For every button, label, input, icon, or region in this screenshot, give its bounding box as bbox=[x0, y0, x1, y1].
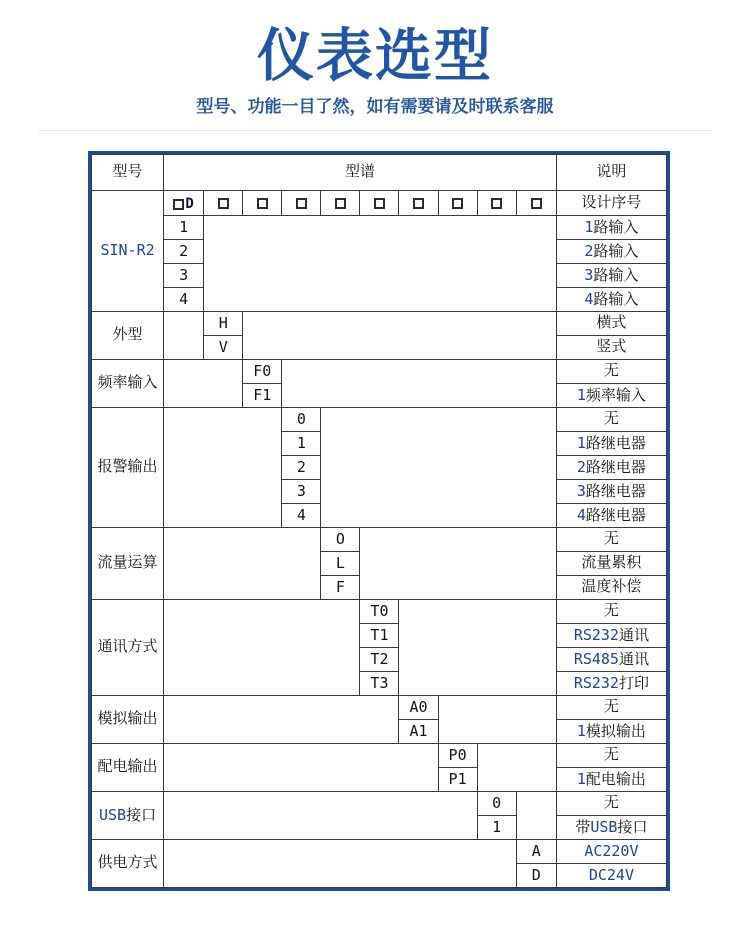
option-code: A0 bbox=[399, 696, 438, 720]
option-desc: 4路继电器 bbox=[556, 504, 666, 528]
empty-cell bbox=[321, 408, 556, 528]
table-row bbox=[92, 744, 667, 768]
table-row bbox=[92, 528, 667, 552]
option-code: F1 bbox=[243, 384, 282, 408]
placeholder-cell bbox=[282, 191, 321, 216]
option-code: 1 bbox=[164, 216, 204, 240]
empty-cell bbox=[164, 792, 478, 840]
empty-cell bbox=[164, 696, 399, 744]
option-desc: 无 bbox=[556, 600, 666, 624]
design-code-cell bbox=[164, 191, 204, 216]
empty-cell bbox=[164, 312, 204, 360]
option-code: H bbox=[204, 312, 243, 336]
option-desc: 1频率输入 bbox=[556, 384, 666, 408]
option-code: T2 bbox=[360, 648, 399, 672]
checkbox-placeholder-icon bbox=[491, 198, 502, 209]
empty-cell bbox=[204, 216, 557, 312]
header-divider bbox=[38, 130, 712, 131]
placeholder-cell bbox=[516, 191, 556, 216]
option-desc: RS232通讯 bbox=[556, 624, 666, 648]
table-header-row bbox=[92, 155, 667, 191]
header-spectrum: 型谱 bbox=[164, 155, 557, 191]
section-label-power-distribution-output: 配电输出 bbox=[92, 744, 164, 792]
option-desc: 无 bbox=[556, 792, 666, 816]
placeholder-cell bbox=[243, 191, 282, 216]
table-row bbox=[92, 840, 667, 864]
option-desc: 无 bbox=[556, 408, 666, 432]
option-desc: 1模拟输出 bbox=[556, 720, 666, 744]
empty-cell bbox=[360, 528, 556, 600]
option-desc: 1路继电器 bbox=[556, 432, 666, 456]
option-code: T3 bbox=[360, 672, 399, 696]
option-desc: 流量累积 bbox=[556, 552, 666, 576]
option-code: T1 bbox=[360, 624, 399, 648]
design-number-row bbox=[92, 191, 667, 216]
option-code: A1 bbox=[399, 720, 438, 744]
option-desc: 1路输入 bbox=[556, 216, 666, 240]
design-suffix: D bbox=[185, 195, 194, 212]
checkbox-placeholder-icon bbox=[296, 198, 307, 209]
option-code: 3 bbox=[164, 264, 204, 288]
option-desc: 3路输入 bbox=[556, 264, 666, 288]
option-desc: 无 bbox=[556, 528, 666, 552]
checkbox-placeholder-icon bbox=[335, 198, 346, 209]
placeholder-cell bbox=[477, 191, 516, 216]
empty-cell bbox=[243, 312, 557, 360]
table-row bbox=[92, 216, 667, 240]
option-desc: 2路输入 bbox=[556, 240, 666, 264]
table-row bbox=[92, 792, 667, 816]
section-label-power-supply: 供电方式 bbox=[92, 840, 164, 888]
section-label-frequency-input: 频率输入 bbox=[92, 360, 164, 408]
empty-cell bbox=[164, 360, 243, 408]
table-row bbox=[92, 312, 667, 336]
option-desc: 2路继电器 bbox=[556, 456, 666, 480]
option-code: 1 bbox=[477, 816, 516, 840]
empty-cell bbox=[164, 600, 360, 696]
empty-cell bbox=[164, 840, 517, 888]
option-desc: 无 bbox=[556, 696, 666, 720]
page-subtitle: 型号、功能一目了然，如有需要请及时联系客服 bbox=[196, 97, 554, 116]
option-code: 4 bbox=[282, 504, 321, 528]
option-code: P0 bbox=[438, 744, 477, 768]
section-label-alarm-output: 报警输出 bbox=[92, 408, 164, 528]
section-label-analog-output: 模拟输出 bbox=[92, 696, 164, 744]
option-desc: RS485通讯 bbox=[556, 648, 666, 672]
checkbox-placeholder-icon bbox=[173, 199, 184, 210]
section-label-flow-calculation: 流量运算 bbox=[92, 528, 164, 600]
table-row bbox=[92, 696, 667, 720]
checkbox-placeholder-icon bbox=[374, 198, 385, 209]
placeholder-cell bbox=[204, 191, 243, 216]
section-label-communication: 通讯方式 bbox=[92, 600, 164, 696]
header-model: 型号 bbox=[92, 155, 164, 191]
empty-cell bbox=[516, 792, 556, 840]
header-description: 说明 bbox=[556, 155, 666, 191]
option-desc: 带USB接口 bbox=[556, 816, 666, 840]
option-code: 0 bbox=[282, 408, 321, 432]
option-desc: 温度补偿 bbox=[556, 576, 666, 600]
option-desc: 3路继电器 bbox=[556, 480, 666, 504]
option-desc: 4路输入 bbox=[556, 288, 666, 312]
option-desc: AC220V bbox=[556, 840, 666, 864]
option-code: O bbox=[321, 528, 360, 552]
checkbox-placeholder-icon bbox=[531, 198, 542, 209]
checkbox-placeholder-icon bbox=[413, 198, 424, 209]
placeholder-cell bbox=[321, 191, 360, 216]
empty-cell bbox=[282, 360, 557, 408]
empty-cell bbox=[164, 744, 438, 792]
option-desc: 无 bbox=[556, 360, 666, 384]
section-label-model: SIN-R2 bbox=[92, 191, 164, 312]
option-desc: 竖式 bbox=[556, 336, 666, 360]
option-code: P1 bbox=[438, 768, 477, 792]
option-desc: 无 bbox=[556, 744, 666, 768]
checkbox-placeholder-icon bbox=[218, 198, 229, 209]
option-code: 0 bbox=[477, 792, 516, 816]
empty-cell bbox=[438, 696, 556, 744]
option-code: 2 bbox=[282, 456, 321, 480]
option-code: D bbox=[516, 864, 556, 888]
option-code: 4 bbox=[164, 288, 204, 312]
empty-cell bbox=[164, 408, 282, 528]
placeholder-cell bbox=[438, 191, 477, 216]
option-code: T0 bbox=[360, 600, 399, 624]
empty-cell bbox=[399, 600, 556, 696]
section-label-usb-port: USB接口 bbox=[92, 792, 164, 840]
table-row bbox=[92, 408, 667, 432]
model-selection-table bbox=[91, 154, 667, 888]
table-row bbox=[92, 360, 667, 384]
option-code: A bbox=[516, 840, 556, 864]
page-title: 仪表选型 bbox=[257, 24, 493, 88]
option-code: 2 bbox=[164, 240, 204, 264]
empty-cell bbox=[477, 744, 556, 792]
option-code: F0 bbox=[243, 360, 282, 384]
table-row bbox=[92, 600, 667, 624]
checkbox-placeholder-icon bbox=[257, 198, 268, 209]
option-code: 1 bbox=[282, 432, 321, 456]
section-label-shape: 外型 bbox=[92, 312, 164, 360]
empty-cell bbox=[164, 528, 321, 600]
checkbox-placeholder-icon bbox=[452, 198, 463, 209]
option-desc: 横式 bbox=[556, 312, 666, 336]
option-code: L bbox=[321, 552, 360, 576]
placeholder-cell bbox=[360, 191, 399, 216]
model-selection-frame bbox=[88, 151, 670, 891]
option-code: 3 bbox=[282, 480, 321, 504]
option-desc: 1配电输出 bbox=[556, 768, 666, 792]
option-desc: RS232打印 bbox=[556, 672, 666, 696]
page-header bbox=[0, 0, 750, 119]
placeholder-cell bbox=[399, 191, 438, 216]
option-code: V bbox=[204, 336, 243, 360]
option-desc: DC24V bbox=[556, 864, 666, 888]
option-desc: 设计序号 bbox=[556, 191, 666, 216]
option-code: F bbox=[321, 576, 360, 600]
